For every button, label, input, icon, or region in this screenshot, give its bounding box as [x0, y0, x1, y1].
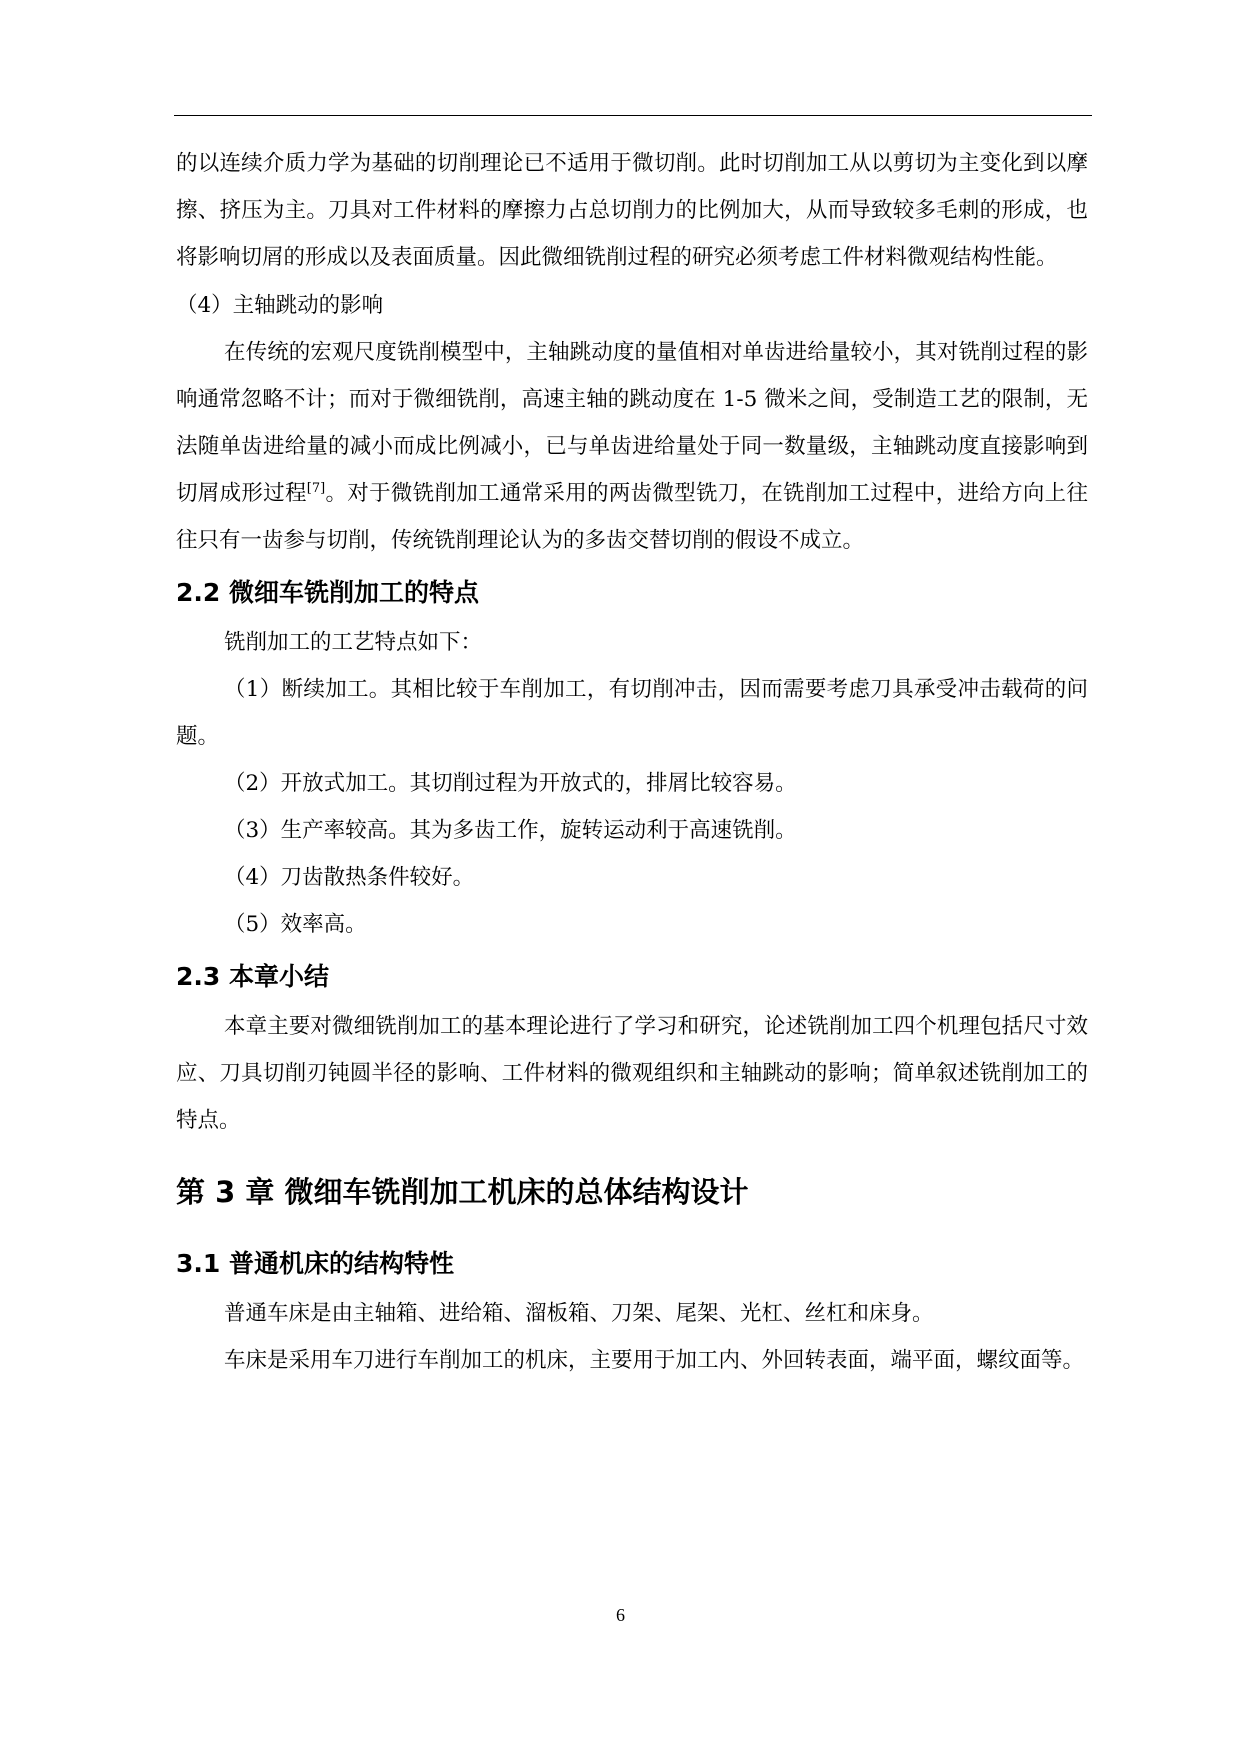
- paragraph-spindle-runout: [176, 329, 1088, 564]
- list-item-2: （2）开放式加工。其切削过程为开放式的，排屑比较容易。: [224, 771, 797, 796]
- section-heading-2-2: 2.2 微细车铣削加工的特点: [176, 578, 479, 607]
- section-3-1-paragraph-2: 车床是采用车刀进行车削加工的机床，主要用于加工内、外回转表面，端平面，螺纹面等。: [224, 1348, 1085, 1373]
- section-3-1-paragraph-1: 普通车床是由主轴箱、进给箱、溜板箱、刀架、尾架、光杠、丝杠和床身。: [224, 1301, 934, 1326]
- list-item-1: （1）断续加工。其相比较于车削加工，有切削冲击，因而需要考虑刀具承受冲击载荷的问题。: [176, 677, 1088, 749]
- section-2-3-summary: 本章主要对微细铣削加工的基本理论进行了学习和研究，论述铣削加工四个机理包括尺寸效应、刀具切削刃钝圆半径的影响、工件材料的微观组织和主轴跳动的影响；简单叙述铣削加工的特点。: [176, 1014, 1088, 1133]
- section-heading-2-3: 2.3 本章小结: [176, 962, 329, 991]
- list-item-4: （4）刀齿散热条件较好。: [224, 865, 475, 890]
- section-2-2-intro: 铣削加工的工艺特点如下：: [224, 630, 483, 655]
- paragraph-spindle-runout-text: 在传统的宏观尺度铣削模型中，主轴跳动度的量值相对单齿进给量较小，其对铣削过程的影响通常忽略不计；而对于微细铣削，高速主轴的跳动度在 1-5 微米之间，受制造工艺的限制，无法随单齿进给量的减小而成比例减小，已与单齿进给量处于同一数量级，主轴跳动度直接影响到切屑成形过程: [176, 340, 1088, 506]
- page-content: [176, 140, 1088, 1384]
- citation-reference: [7]: [306, 480, 326, 496]
- header-rule: [174, 115, 1092, 116]
- chapter-3-heading: 第 3 章 微细车铣削加工机床的总体结构设计: [176, 1175, 749, 1209]
- section-heading-3-1: 3.1 普通机床的结构特性: [176, 1249, 454, 1278]
- subheading-spindle-runout: （4）主轴跳动的影响: [176, 293, 384, 318]
- page-number: 6: [616, 1605, 625, 1625]
- paragraph-continuation: 的以连续介质力学为基础的切削理论已不适用于微切削。此时切削加工从以剪切为主变化到以摩擦、挤压为主。刀具对工件材料的摩擦力占总切削力的比例加大，从而导致较多毛刺的形成，也将影响切屑的形成以及表面质量。因此微细铣削过程的研究必须考虑工件材料微观结构性能。: [176, 151, 1088, 270]
- list-item-5: （5）效率高。: [224, 912, 367, 937]
- paragraph-spindle-runout-text-continued: 。对于微铣削加工通常采用的两齿微型铣刀，在铣削加工过程中，进给方向上往往只有一齿参与切削，传统铣削理论认为的多齿交替切削的假设不成立。: [176, 481, 1088, 553]
- list-item-3: （3）生产率较高。其为多齿工作，旋转运动利于高速铣削。: [224, 818, 797, 843]
